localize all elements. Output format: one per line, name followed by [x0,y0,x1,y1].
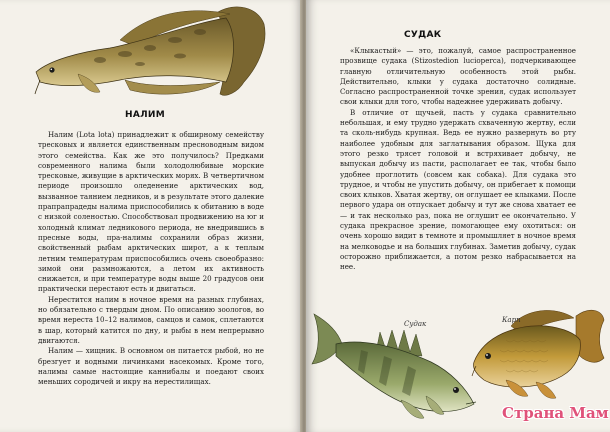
zander-text [340,46,576,273]
burbot-heading: НАЛИМ [125,110,165,120]
zander-heading: СУДАК [404,30,442,40]
burbot-paragraph: Налим (Lota lota) принадлежит к обширному семейству тресковых и является единственным пресноводным видом этого семейства. Как же это получилось? Предками современного налима были холодолюбивые морские тресковые, живущие в арктических морях. В четвертичном периоде произошло оледенение арктических вод, вызванное таянием ледников, и в результате этого далекие прапрапрадеды налима приспособились к обитанию в воде с низкой соленостью. Способствовал продвижению на юг и холодный климат ледникового периода, не внедрившись в пресные воды, пра-налимы сохранили образ жизни, свойственный рыбам арктических широт, а к теплым летним температурам приспособились очень своеобразно: зимой они размножаются, а летом их активность снижается, и при температуре воды выше 20 градусов они практически перестают есть и двигаться. [38,130,264,294]
burbot-text [38,130,264,387]
carp-illustration [466,300,606,408]
right-page [306,0,610,432]
carp-label: Карп [502,316,521,324]
zander-paragraph: В отличие от щучьей, пасть у судака сравнительно небольшая, и ему трудно удержать схваченную жертву, если та сколь-нибудь крупная. Ведь ее нужно развернуть во рту наиболее удобным для заглатывания образом. Щука для этого резко трясет головой и встряхивает добычу, не выпуская добычу из пасти, располагает ее так, чтобы было удобнее проглотить (совсем как собака). Для судака это трудное, и чтобы не упустить добычу, он прибегает к помощи своих клыков. Хватая жертву, он оглушает ее клыками. После первого удара он отпускает добычу и тут же снова хватает ее — и так несколько раз, пока не оглушит ее окончательно. У судака прекрасное зрение, помогающее ему охотиться: он очень хорошо видит в темноте и промышляет в ночное время на мелководье и на больших глубинах. Заметив добычу, судак осторожно приближается, а потом резко набрасывается на нее. [340,107,576,272]
zander-label: Судак [404,320,427,328]
watermark-logo: Страна Мам [502,404,609,422]
burbot-illustration [30,2,270,102]
burbot-paragraph: Нерестится налим в ночное время на разных глубинах, но обязательно с твердым дном. По описанию зоологов, во время нереста 10–12 налимов, самцов и самок, сплетаются в шар, который катится по дну, и рыбы в нем непрерывно двигаются. [38,294,264,345]
left-page [0,0,302,432]
burbot-paragraph: Налим — хищник. В основном он питается рыбой, но не брезгует и водными личинками насекомых. Кроме того, налимы самые настоящие каннибалы и поедают своих меньших сородичей и икру на нерестилищах. [38,346,264,387]
zander-paragraph: «Клыкастый» — это, пожалуй, самое распространенное прозвище судака (Stizostedion lucioperca), подчеркивающее главную отличительную особенность этой рыбы. Действительно, клыки у судака достаточно солидные. Согласно распространенной точке зрения, судак использует свои клыки для того, чтобы надежнее удерживать добычу. [340,46,576,107]
zander-illustration [306,304,486,432]
